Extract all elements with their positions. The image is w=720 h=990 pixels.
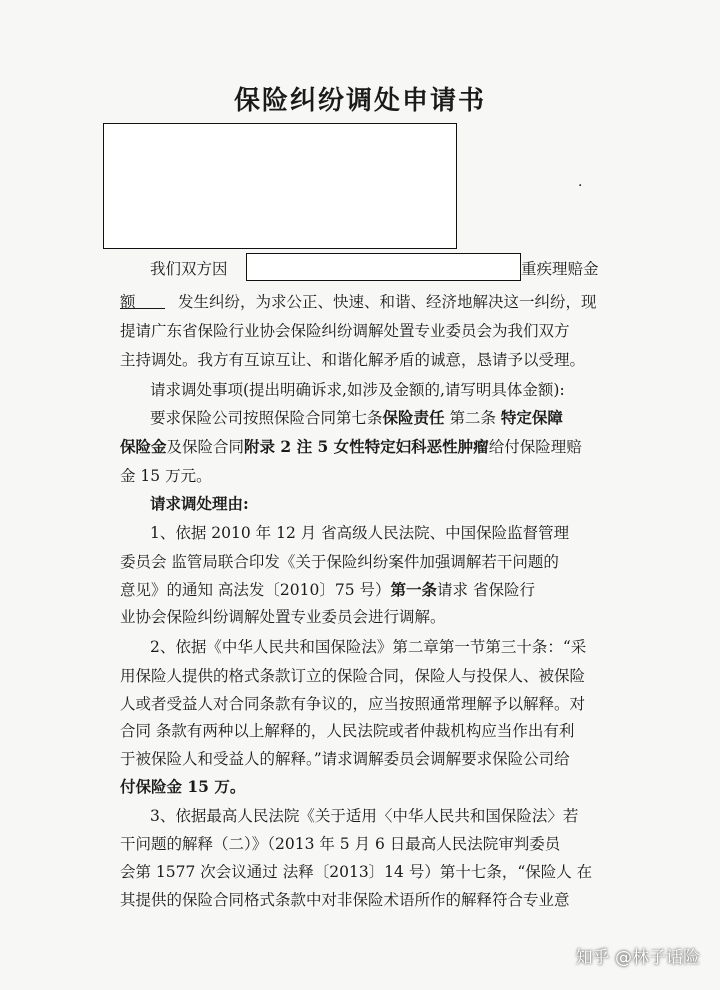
reason-3-line: 干问题的解释（二）》（2013 年 5 月 6 日最高人民法院审判委员 — [120, 835, 561, 853]
reason-3-line: 会第 1577 次会议通过 法释〔2013〕14 号）第十七条，“保险人 在 — [120, 863, 593, 881]
intro-line-2a — [120, 292, 165, 312]
redacted-field — [246, 253, 521, 281]
reason-2-line: 付保险金 15 万。 — [120, 777, 246, 796]
reason-2-line: 2、依据《中华人民共和国保险法》第二章第一节第三十条：“采 — [150, 638, 587, 656]
intro-line-2b: 发生纠纷，为求公正、快速、和谐、经济地解决这一纠纷，现 — [178, 293, 597, 311]
reason-2-line: 用保险人提供的格式条款订立的保险合同，保险人与投保人、被保险 — [120, 667, 586, 685]
reason-2-line: 人或者受益人对合同条款有争议的，应当按照通常理解予以解释。对 — [120, 695, 586, 713]
zhihu-watermark: 知乎 @林子话险 — [575, 948, 700, 968]
reason-3-line: 其提供的保险合同格式条款中对非保险术语所作的解释符合专业意 — [120, 891, 570, 909]
request-text: 给付保险理赔 — [488, 438, 582, 456]
redacted-block — [103, 123, 457, 249]
reason-2-line: 于被保险人和受益人的解释。”请求调解委员会调解要求保险公司给 — [120, 750, 570, 768]
reason-1-text: 意见》的通知 高法发〔2010〕75 号） — [120, 581, 391, 599]
intro-line-4: 主持调处。我方有互谅互让、和谐化解矛盾的诚意，恳请予以受理。 — [120, 351, 586, 369]
request-bold: 特定保障 — [500, 408, 563, 427]
page-title: 保险纠纷调处申请书 — [233, 86, 486, 116]
request-line-1 — [150, 408, 563, 428]
request-text: 要求保险公司按照保险合同第七条 — [150, 409, 383, 427]
request-bold: 附录 2 注 5 女性特定妇科恶性肿瘤 — [244, 437, 489, 456]
reasons-heading: 请求调处理由: — [150, 494, 249, 513]
reason-1-line: 业协会保险纠纷调解处置专业委员会进行调解。 — [120, 608, 446, 626]
reason-3-line: 3、依据最高人民法院《关于适用〈中华人民共和国保险法〉若 — [150, 807, 579, 825]
request-heading: 请求调处事项(提出明确诉求,如涉及金额的,请写明具体金额): — [150, 381, 565, 399]
reason-1-line: 委员会 监管局联合印发《关于保险纠纷案件加强调解若干问题的 — [120, 553, 559, 571]
request-line-2 — [120, 437, 582, 457]
request-bold: 保险金 — [120, 437, 167, 456]
reason-1-line: 1、依据 2010 年 12 月 省高级人民法院、中国保险监督管理 — [150, 524, 570, 542]
reason-1-text: 请求 省保险行 — [437, 581, 535, 599]
intro-line-1b: 重疾理赔金 — [521, 260, 599, 278]
intro-line-3: 提请广东省保险行业协会保险纠纷调解处置专业委员会为我们双方 — [120, 322, 570, 340]
request-bold: 保险责任 — [382, 408, 445, 427]
request-line-3: 金 15 万元。 — [120, 467, 212, 485]
article-one: 第一条 — [390, 580, 438, 599]
intro-line-1a: 我们双方因 — [150, 260, 228, 278]
reason-1-line — [120, 580, 535, 600]
amount-underlined: 额 — [120, 293, 136, 311]
reason-2-line: 合同 条款有两种以上解释的，人民法院或者仲裁机构应当作出有利 — [120, 722, 575, 740]
stray-dot: · — [578, 178, 583, 194]
request-text: 第二条 — [444, 409, 501, 427]
request-text: 及保险合同 — [166, 438, 245, 456]
